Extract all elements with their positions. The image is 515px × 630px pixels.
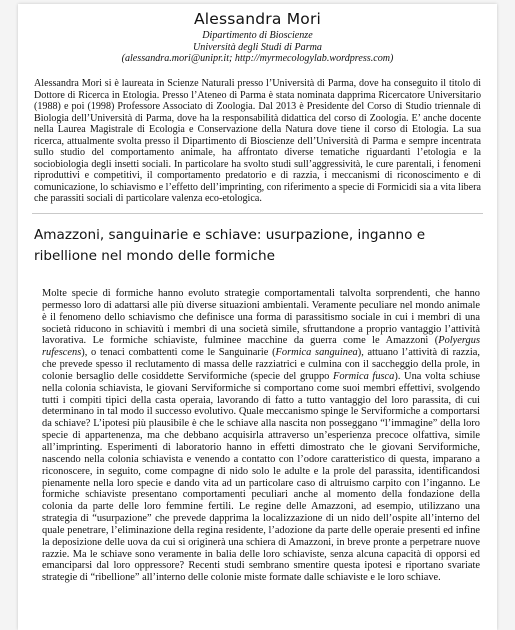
author-bio: Alessandra Mori si è laureata in Scienze Naturali presso l’Università di Parma, dove ha conseguito il titolo di Dottore di Ricerca in Etologia. Presso l’Ateneo di Parma è stata nominata dapprima Ricercatore Universitario (1988) e poi (1998) Professore Associato di Zoologia. Dal 2013 è Presidente del Corso di Studio triennale di Biologia dell’Università di Parma, dove ha la responsabilità didattica del corso di Zoologia. E’ anche docente nella Laurea Magistrale di Ecologia e Conservazione della Natura dove tiene il corso di Etologia. La sua ricerca, attualmente svolta presso il Dipartimento di Bioscienze dell’Università di Parma e sempre incentrata sullo studio del comportamento animale, ha affrontato diverse tematiche riguardanti l’etologia e la sociobiologia degli insetti sociali. In particolare ha svolto studi sull’aggressività, le cure parentali, i fenomeni riproduttivi e competitivi, il comportamento predatorio e di razzia, i meccanismi di riconoscimento e di comunicazione, lo schiavismo e l’effetto dell’imprinting, con riferimento a specie di Formicidi sia a vita libera che parassiti sociali di particolare valenza eco-etologica. (34, 78, 481, 204)
species-name-2: Formica sanguinea (275, 347, 358, 359)
body-text-2: ), o tenaci combattenti come le Sanguinarie ( (81, 347, 276, 359)
author-name: Alessandra Mori (193, 10, 322, 28)
body-text-4: ). Una volta schiuse nella colonia schiavista, le giovani Serviformiche si comportano come suoi membri effettivi, svolgendo tutti i compiti tipici della casta operaia, lavorando di fatto a tutto vantaggio del loro parassita, di cui determinano in tal modo il successo evolutivo. Quale meccanismo spinge le Serviformiche a comportarsi da schiave? L’ipotesi più plausibile è che le schiave alla nascita non posseggano “l’immagine” della loro specie di appartenenza, ma che debbano acquisirla attraverso un’esperienza precoce olfattiva, simile all’imprinting. Esperimenti di laboratorio hanno in effetti dimostrato che le giovani Serviformiche, nascendo nella colonia schiavista e venendo a contatto con l’odore caratteristico di questa, imparano a riconoscere, in seguito, come compagne di nido solo le adulte e la prole del parassita, identificandosi pienamente nella loro specie e dando vita ad un particolare caso di altruismo carpito con l’inganno. Le formiche schiaviste presentano comportamenti peculiari anche al momento della fondazione della colonia da parte delle loro femmine fertili. Le regine delle Amazzoni, ad esempio, utilizzano una strategia di “usurpazione” che prevede dapprima la localizzazione di un nido dell’ospite all’interno del quale penetrare, l’eliminazione della regina residente, l’adozione da parte delle operaie presenti ed infine la deposizione delle uova da cui si originerà una schiera di Amazzoni, in breve pronte a perpetrare nuove razzie. Ma le schiave sono veramente in balia delle loro schiaviste, senza alcuna capacità di opporsi ed emanciparsi dal loro oppressore? Recenti studi sembrano smentire questa ipotesi e riportano svariate strategie di “ribellione” all’interno delle colonie miste formate dalle schiaviste e le loro schiave. (42, 370, 480, 584)
document-page (18, 4, 497, 630)
body-text-1: Molte specie di formiche hanno evoluto strategie comportamentali talvolta sorprendenti, che hanno permesso loro di adattarsi alle più diverse situazioni ambientali. Veramente peculiare nel mondo animale è il fenomeno dello schiavismo che definisce una forma di parassitismo sociale in cui i membri di una società riducono in schiavitù i membri di una società simile, sfruttandone a proprio vantaggio l’attività lavorativa. Le formiche schiaviste, fulminee macchine da guerra come le Amazzoni ( (42, 288, 480, 347)
species-name-1: Polyergus rufescens (42, 335, 480, 359)
contact-links[interactable]: (alessandra.mori@unipr.it; http://myrmecologylab.wordpress.com) (121, 53, 394, 65)
article-body (42, 288, 480, 584)
university: Università degli Studi di Parma (193, 41, 322, 53)
species-name-3: Formica fusca (333, 370, 395, 382)
department: Dipartimento di Bioscienze (202, 30, 313, 41)
section-divider (32, 213, 483, 214)
article-title: Amazzoni, sanguinarie e schiave: usurpazione, inganno e ribellione nel mondo delle formiche (34, 227, 426, 264)
author-header (18, 4, 497, 65)
body-text-3: ), attuano l’attività di razzia, che prevede spesso il reclutamento di massa delle razziatrici e culmina con il saccheggio della prole, in colonie bersaglio delle cosiddette Serviformiche (specie del gruppo (42, 347, 480, 382)
